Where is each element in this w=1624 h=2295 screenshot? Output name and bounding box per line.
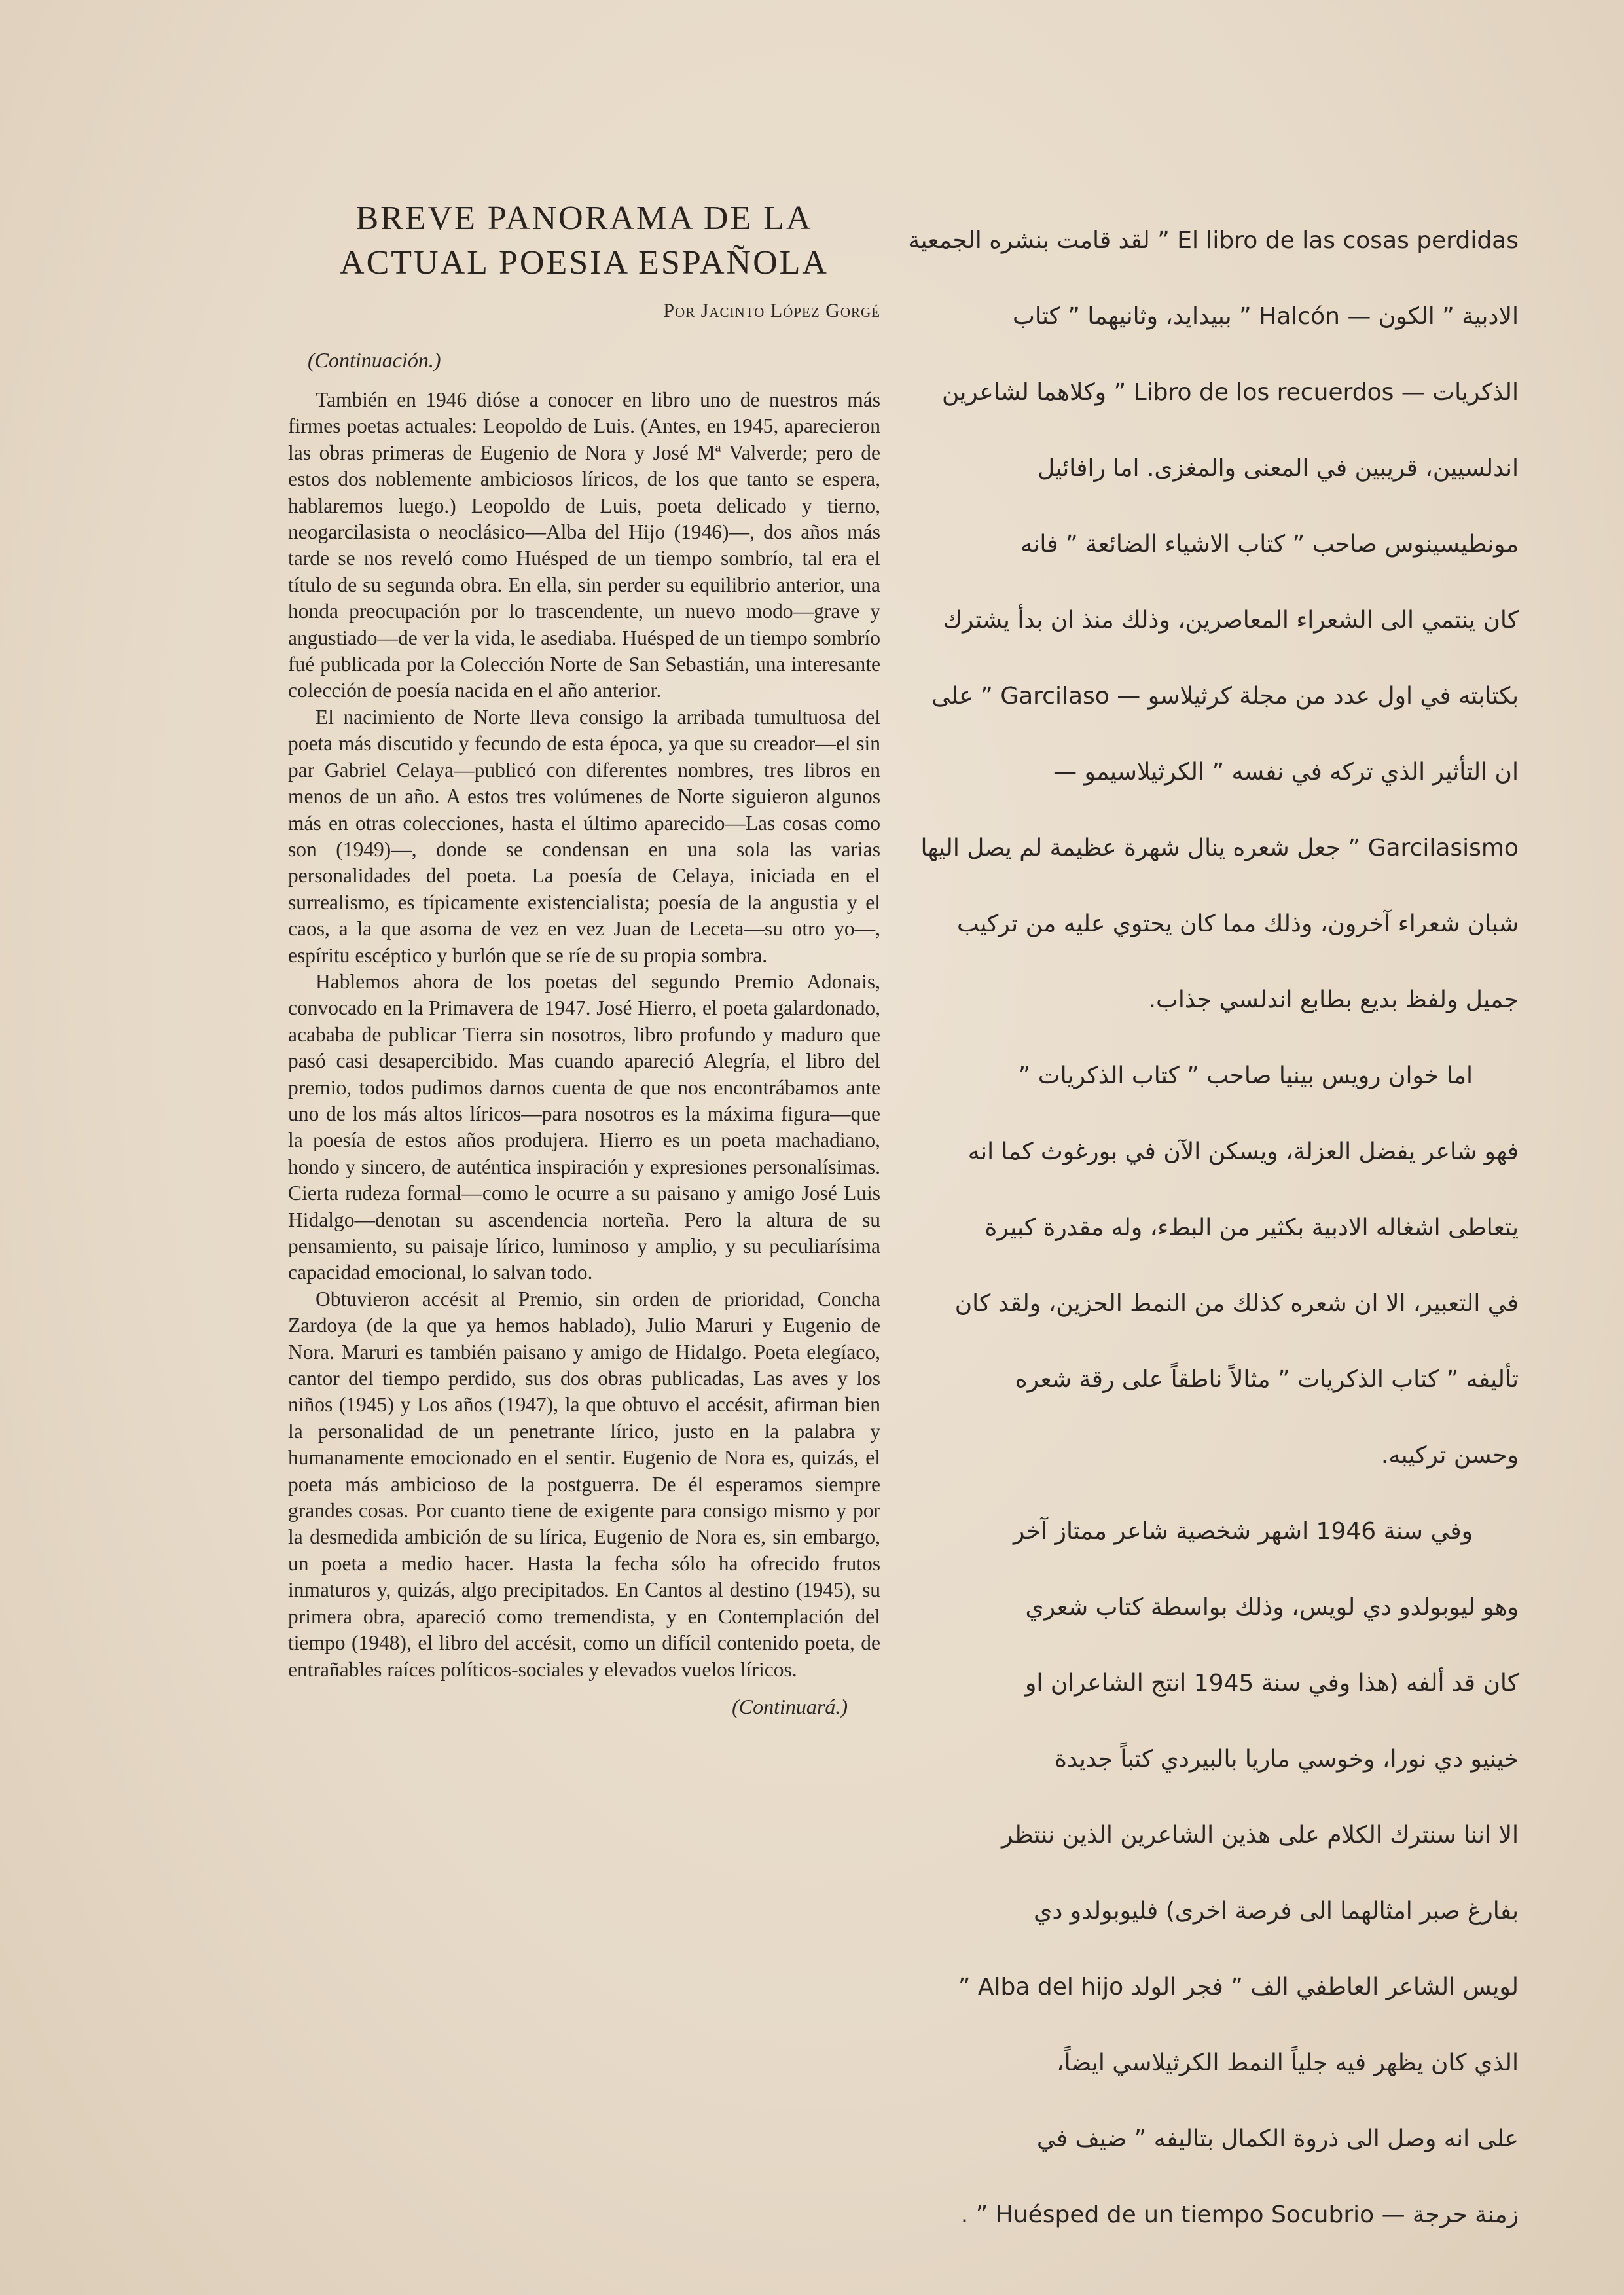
arabic-line: El libro de las cosas perdidas ” لقد قامت بنشره الجمعية: [908, 227, 1519, 254]
arabic-line: كان ينتمي الى الشعراء المعاصرين، وذلك منذ ان بدأ يشترك: [943, 607, 1519, 634]
arabic-line: على انه وصل الى ذروة الكمال بتاليفه ” ضيف في: [1036, 2125, 1519, 2152]
title-line-2: ACTUAL POESIA ESPAÑOLA: [340, 244, 829, 281]
paragraph: Obtuvieron accésit al Premio, sin orden de prioridad, Concha Zardoya (de la que ya hemos hablado), Julio Maruri y Eugenio de Nora. Maruri es también paisano y amigo de Hidalgo. Poeta elegíaco, cantor del tiempo perdido, sus dos obras publicadas, Las aves y los niños (1945) y Los años (1947), la que obtuvo el accésit, afirman bien la personalidad de un penetrante lírico, justo en la palabra y humanamente emocionado en el sentir. Eugenio de Nora es, quizás, el poeta más ambicioso de la postguerra. De él esperamos siempre grandes cosas. Por cuanto tiene de exigente para consigo mismo y por la desmedida ambición de su lírica, Eugenio de Nora es, sin embargo, un poeta a medio hacer. Hasta la fecha sólo ha ofrecido frutos inmaturos y, quizás, algo precipitados. En Cantos al destino (1945), su primera obra, apareció como tremendista, y en Contemplación del tiempo (1948), el libro del accésit, como un difícil contenido poeta, de entrañables raíces políticos-sociales y elevados vuelos líricos.: [288, 1287, 880, 1681]
continues-label: (Continuará.): [732, 1694, 848, 1718]
paragraph: El nacimiento de Norte lleva consigo la arribada tumultuosa del poeta más discutido y fecundo de esta época, ya que su creador—el sin par Gabriel Celaya—publicó con diferentes nombres, tres libros en menos de un año. A estos tres volúmenes de Norte siguieron algunos más en otras colecciones, hasta el último aparecido—Las cosas como son (1949)—, donde se condensan en una sola las varias personalidades del poeta. La poesía de Celaya, iniciada en el surrealismo, es típicamente existencialista; poesía de la angustia y el caos, a la que asoma de vez en vez Juan de Leceta—su otro yo—, espíritu escéptico y burlón que se ríe de su propia sombra.: [288, 705, 880, 967]
arabic-line: لويس الشاعر العاطفي الف ” فجر الولد Alba del hijo ”: [958, 1974, 1519, 2000]
arabic-line: بفارغ صبر امثالهما الى فرصة اخرى) فليوبولدو دي: [1034, 1898, 1519, 1925]
spanish-article-column: [288, 196, 880, 1719]
arabic-line: Garcilasismo ” جعل شعره ينال شهرة عظيمة لم يصل اليها: [920, 835, 1519, 861]
arabic-line: اما خوان رويس بينيا صاحب ” كتاب الذكريات ”: [1018, 1062, 1473, 1089]
arabic-line: تأليفه ” كتاب الذكريات ” مثالاً ناطقاً على رقة شعره: [1015, 1366, 1519, 1393]
arabic-line: الا اننا سنترك الكلام على هذين الشاعرين الذين ننتظر: [1001, 1822, 1519, 1849]
arabic-line: وحسن تركيبه.: [1380, 1442, 1519, 1469]
arabic-line: بكتابته في اول عدد من مجلة كرثيلاسو — Garcilaso ” على: [931, 683, 1519, 710]
arabic-line: كان قد ألفه (هذا وفي سنة 1945 انتج الشاعران او: [1025, 1670, 1519, 1697]
arabic-line: يتعاطى اشغاله الادبية بكثير من البطء، وله مقدرة كبيرة: [984, 1214, 1519, 1241]
article-byline: Por Jacinto López Gorgé: [663, 300, 880, 321]
arabic-line: شبان شعراء آخرون، وذلك مما كان يحتوي عليه من تركيب: [956, 911, 1519, 937]
title-line-1: BREVE PANORAMA DE LA: [355, 200, 813, 237]
paragraph: También en 1946 dióse a conocer en libro uno de nuestros más firmes poetas actuales: Leopoldo de Luis. (Antes, en 1945, aparecieron las obras primeras de Eugenio de Nora y José Mª Valverde; pero de estos dos noblemente ambiciosos líricos, de los que tanto se espera, hablaremos luego.) Leopoldo de Luis, poeta delicado y tierno, neogarcilasista o neoclásico—Alba del Hijo (1946)—, dos años más tarde se nos reveló como Huésped de un tiempo sombrío, tal era el título de su segunda obra. En ella, sin perder su equilibrio anterior, una honda preocupación por lo trascendente, un nuevo modo—grave y angustiado—de ver la vida, le asediaba. Huésped de un tiempo sombrío fué publicada por la Colección Norte de San Sebastián, una interesante colección de poesía nacida en el año anterior.: [288, 388, 880, 702]
paragraph: Hablemos ahora de los poetas del segundo Premio Adonais, convocado en la Primavera de 1947. José Hierro, el poeta galardonado, acababa de publicar Tierra sin nosotros, libro profundo y maduro que pasó casi desapercibido. Mas cuando apareció Alegría, el libro del premio, todos pudimos darnos cuenta de que nos encontrábamos ante uno de los más altos líricos—para nosotros es la máxima figura—que la poesía de estos años produjera. Hierro es un poeta machadiano, hondo y sincero, de auténtica inspiración y expresiones personalísimas. Cierta rudeza formal—como le ocurre a su paisano y amigo José Luis Hidalgo—denotan su ascendencia norteña. Pero la altura de su pensamiento, su paisaje lírico, luminoso y amplio, y su peculiarísima capacidad emocional, lo salvan todo.: [288, 969, 880, 1284]
arabic-line: الذكريات — Libro de los recuerdos ” وكلاهما لشاعرين: [942, 379, 1519, 406]
arabic-line: ان التأثير الذي تركه في نفسه ” الكرثيلاسيمو —: [1053, 759, 1519, 786]
arabic-line: الادبية ” الكون — Halcón ” ببيدايد، وثانيهما ” كتاب: [1012, 303, 1519, 330]
article-body: [288, 387, 880, 1683]
article-title: [288, 196, 880, 285]
arabic-article-column: [903, 203, 1519, 2253]
arabic-line: زمنة حرجة — Huésped de un tiempo Socubrio ” .: [960, 2201, 1519, 2228]
continuation-label: (Continuación.): [308, 348, 441, 372]
arabic-line: وفي سنة 1946 اشهر شخصية شاعر ممتاز آخر: [1013, 1518, 1473, 1545]
arabic-line: اندلسيين، قريبين في المعنى والمغزى. اما رافائيل: [1038, 455, 1519, 482]
arabic-line: وهو ليوبولدو دي لويس، وذلك بواسطة كتاب شعري: [1025, 1594, 1519, 1621]
arabic-line: مونطيسينوس صاحب ” كتاب الاشياء الضائعة ” فانه: [1020, 531, 1519, 558]
arabic-line: جميل ولفظ بديع بطابع اندلسي جذاب.: [1148, 986, 1519, 1013]
arabic-line: في التعبير، الا ان شعره كذلك من النمط الحزين، ولقد كان: [954, 1290, 1519, 1317]
arabic-line: الذي كان يظهر فيه جلياً النمط الكرثيلاسي ايضاً،: [1056, 2050, 1519, 2076]
arabic-line: فهو شاعر يفضل العزلة، ويسكن الآن في بورغوث كما انه: [967, 1138, 1519, 1165]
arabic-line: خينيو دي نورا، وخوسي ماريا بالبيردي كتباً جديدة: [1055, 1746, 1519, 1773]
